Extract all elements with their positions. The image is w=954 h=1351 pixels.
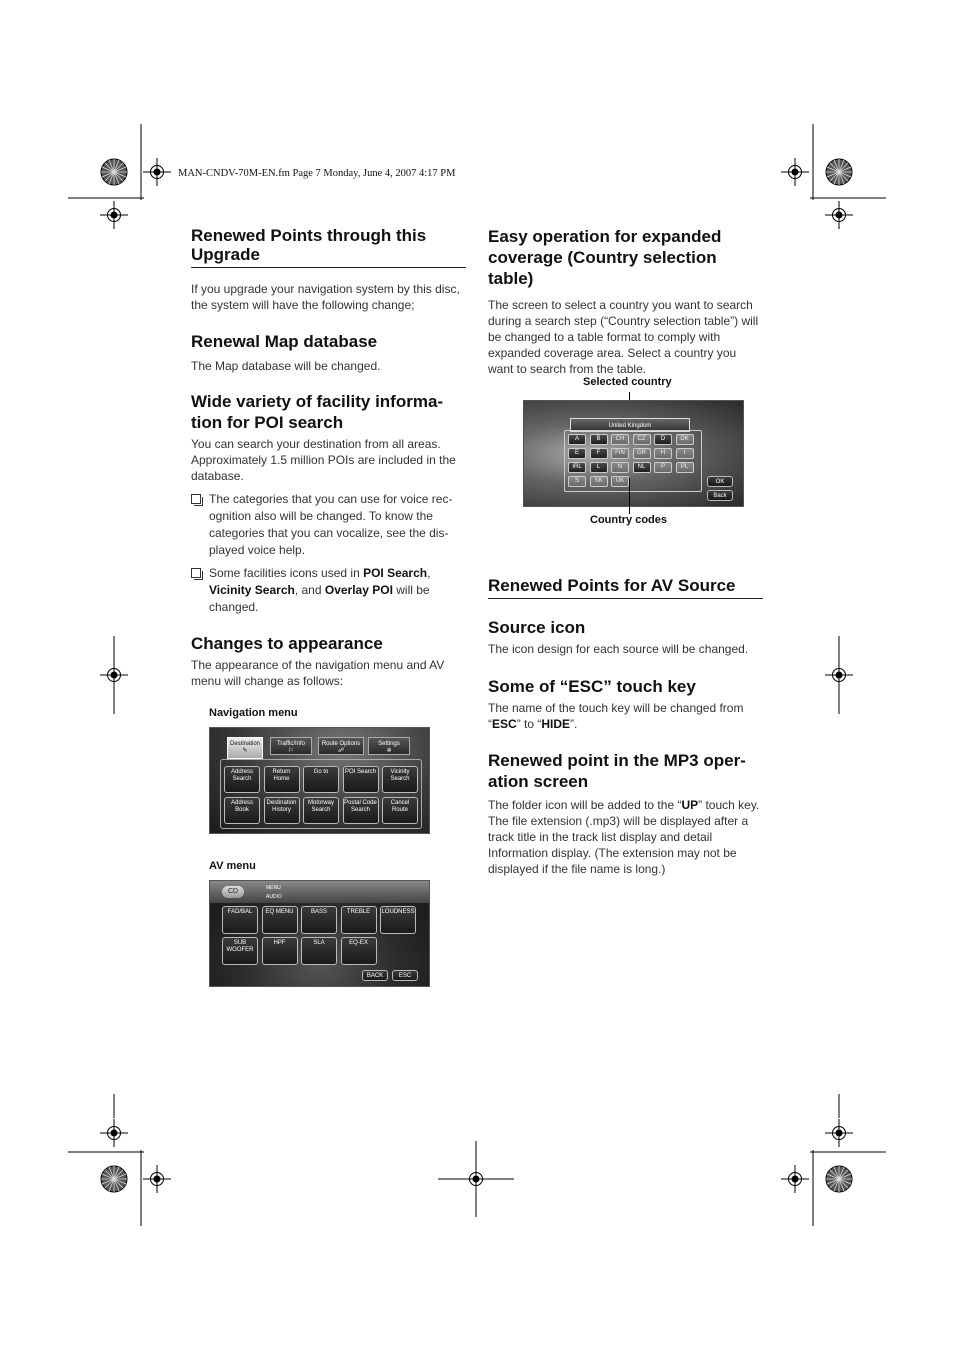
bullet-voice-recognition	[191, 491, 466, 559]
nav-button[interactable]	[382, 766, 418, 793]
button-label: EQ-EX	[349, 940, 368, 946]
bullet-text: Some facilities icons used in	[209, 566, 364, 580]
button-label: FAD/BAL	[227, 909, 253, 915]
bold-term: UP	[681, 798, 699, 812]
appearance-body: The appearance of the navigation menu and AV menu will change as follows:	[191, 658, 445, 688]
bullet-facility-icons	[191, 565, 466, 616]
bullet-text: The categories that you can use for voice rec-ognition also will be changed. To know the categories that you can vocalize, see the dis-played voice help.	[209, 492, 453, 557]
country-ok-button[interactable]	[707, 476, 733, 487]
poi-search-body: You can search your destination from all areas. Approximately 1.5 million POIs are included in the database.	[191, 437, 456, 483]
bold-term: Vicinity Search	[209, 583, 295, 597]
country-key[interactable]: UK	[611, 476, 629, 487]
button-label: BACK	[366, 973, 384, 979]
mp3-screen-body	[488, 797, 763, 877]
av-button[interactable]	[301, 937, 337, 965]
tab-settings[interactable]	[368, 737, 410, 755]
body-text: ” to “	[516, 717, 542, 731]
button-label: Address Search	[230, 769, 253, 782]
button-label: Back	[713, 493, 727, 499]
av-back-button[interactable]	[362, 970, 388, 981]
country-key[interactable]: H	[654, 448, 672, 459]
country-key[interactable]: F	[590, 448, 608, 459]
country-key[interactable]: IRL	[568, 462, 586, 473]
country-key[interactable]: P	[654, 462, 672, 473]
country-codes-caption: Country codes	[590, 514, 668, 526]
destination-icon: ✎	[242, 748, 248, 754]
route-icon: ☍	[337, 748, 345, 754]
nav-button[interactable]	[264, 797, 300, 824]
bullet-text: ,	[427, 566, 431, 580]
tab-label: Route Options	[321, 741, 361, 747]
source-icon-body: The icon design for each source will be changed.	[488, 642, 749, 656]
renewed-points-body: If you upgrade your navigation system by this disc, the system will have the following change;	[191, 282, 460, 312]
subsection-title-esc-key: Some of “ESC” touch key	[488, 677, 696, 696]
country-key[interactable]: I	[676, 448, 694, 459]
menu-label: MENU	[266, 885, 281, 891]
button-label: SUB WOOFER	[226, 940, 254, 953]
subsection-title-appearance: Changes to appearance	[191, 634, 383, 653]
tab-label: Settings	[378, 741, 400, 747]
av-button[interactable]	[341, 906, 377, 934]
av-button[interactable]	[380, 906, 416, 934]
nav-button[interactable]	[303, 797, 339, 824]
checkbox-bullet-icon	[191, 494, 201, 504]
nav-button[interactable]	[343, 766, 379, 793]
cd-source-icon	[222, 886, 244, 898]
button-label: Vicinity Search	[390, 769, 410, 782]
tab-traffic-info[interactable]	[270, 737, 312, 755]
tab-destination[interactable]	[227, 737, 263, 759]
tab-route-options[interactable]	[318, 737, 364, 755]
bold-term: ESC	[492, 717, 517, 731]
nav-button[interactable]	[224, 766, 260, 793]
nav-button[interactable]	[382, 797, 418, 824]
source-label: CD	[227, 888, 239, 895]
bullet-text: , and	[294, 583, 325, 597]
button-label: Go to	[313, 769, 329, 775]
left-column	[191, 226, 466, 689]
country-key[interactable]: N	[611, 462, 629, 473]
subsection-title-mp3-screen: Renewed point in the MP3 oper-ation screen	[488, 751, 746, 791]
av-menu-screenshot	[209, 880, 430, 987]
body-text: The folder icon will be added to the “	[488, 798, 682, 812]
button-label: POI Search	[344, 769, 376, 775]
button-label: Destination History	[266, 800, 297, 813]
nav-button[interactable]	[224, 797, 260, 824]
button-label: Motorway Search	[307, 800, 334, 813]
bold-term: Overlay POI	[324, 583, 393, 597]
av-button[interactable]	[222, 906, 258, 934]
country-key[interactable]: SK	[590, 476, 608, 487]
traffic-icon: ⚐	[288, 748, 294, 754]
bold-term: POI Search	[363, 566, 428, 580]
audio-label: AUDIO	[266, 894, 282, 900]
country-key[interactable]: GR	[633, 448, 651, 459]
subsection-title-country-selection: Easy operation for expanded coverage (Country selection table)	[488, 227, 722, 288]
button-label: ESC	[398, 973, 412, 979]
button-label: BASS	[310, 909, 327, 915]
country-key[interactable]: B	[590, 434, 608, 445]
bullet-text: will be changed.	[209, 583, 430, 614]
button-label: Return Home	[272, 769, 291, 782]
country-key[interactable]: PL	[676, 462, 694, 473]
button-label: LOUDNESS	[381, 909, 415, 915]
country-key[interactable]: L	[590, 462, 608, 473]
country-key[interactable]: FIN	[611, 448, 629, 459]
av-esc-button[interactable]	[392, 970, 418, 981]
map-database-body: The Map database will be changed.	[191, 359, 381, 373]
button-label: Postal Code Search	[344, 800, 377, 813]
country-selection-screenshot	[523, 400, 744, 507]
subsection-title-poi-search: Wide variety of facility informa-tion for POI search	[191, 392, 444, 432]
section-title-renewed-points: Renewed Points through this Upgrade	[191, 226, 466, 268]
button-label: Address Book	[230, 800, 253, 813]
country-key[interactable]: DK	[676, 434, 694, 445]
av-button[interactable]	[222, 937, 258, 965]
selected-country-label: United Kingdom	[608, 423, 652, 429]
checkbox-bullet-icon	[191, 568, 201, 578]
tab-label: Destination	[229, 741, 261, 747]
av-button[interactable]	[341, 937, 377, 965]
nav-button[interactable]	[303, 766, 339, 793]
av-button[interactable]	[262, 937, 298, 965]
settings-icon: ✲	[386, 748, 392, 754]
country-key[interactable]: D	[654, 434, 672, 445]
country-key[interactable]: CZ	[633, 434, 651, 445]
tab-label: Traffic/Info	[276, 741, 305, 747]
button-label: SLA	[313, 940, 325, 946]
esc-key-body	[488, 700, 763, 732]
bold-term: HIDE	[541, 717, 571, 731]
country-key[interactable]: E	[568, 448, 586, 459]
nav-menu-caption: Navigation menu	[209, 707, 298, 719]
callout-line-bottom	[629, 478, 630, 514]
right-column-av	[488, 576, 763, 877]
nav-button[interactable]	[264, 766, 300, 793]
navigation-menu-screenshot	[209, 727, 430, 834]
body-text: ”.	[570, 717, 578, 731]
av-menu-caption: AV menu	[209, 860, 256, 872]
av-button[interactable]	[262, 906, 298, 934]
country-key[interactable]: NL	[633, 462, 651, 473]
country-key[interactable]: S	[568, 476, 586, 487]
nav-button[interactable]	[343, 797, 379, 824]
country-key[interactable]: A	[568, 434, 586, 445]
country-selection-body: The screen to select a country you want to search during a search step (“Country selection table”) will be changed to a table format to comply with expanded coverage area. Select a country you want to search from the table.	[488, 298, 759, 376]
button-label: Cancel Route	[390, 800, 410, 813]
country-back-button[interactable]	[707, 490, 733, 501]
subsection-title-map-database: Renewal Map database	[191, 332, 378, 351]
button-label: TREBLE	[346, 909, 371, 915]
right-column	[488, 226, 763, 377]
button-label: EQ MENU	[265, 909, 294, 915]
selected-country-caption: Selected country	[583, 376, 672, 388]
body-text: ” touch key. The file extension (.mp3) will be displayed after a track title in the track list display and detail Information display. (The extension may not be displayed if the file name is long.)	[488, 798, 760, 876]
section-title-av-source: Renewed Points for AV Source	[488, 576, 763, 599]
file-header: MAN-CNDV-70M-EN.fm Page 7 Monday, June 4, 2007 4:17 PM	[178, 168, 456, 179]
country-key[interactable]: CH	[611, 434, 629, 445]
button-label: OK	[715, 479, 725, 485]
av-button[interactable]	[301, 906, 337, 934]
subsection-title-source-icon: Source icon	[488, 618, 586, 637]
button-label: HPF	[273, 940, 286, 946]
body-text: The name of the touch key will be changed from “	[488, 701, 744, 731]
